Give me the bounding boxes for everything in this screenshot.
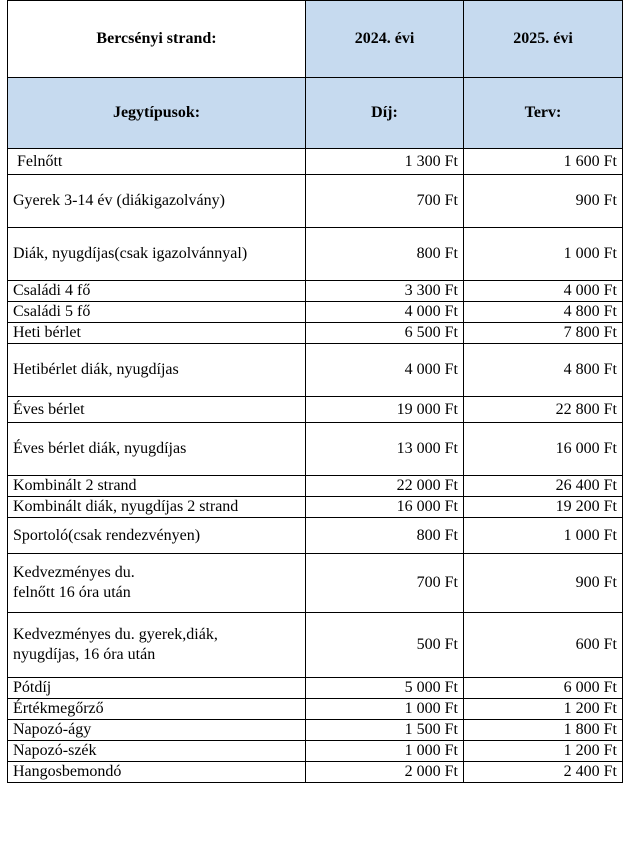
plan-2025-cell: 7 800 Ft	[464, 323, 623, 344]
ticket-label-multiline	[8, 554, 306, 613]
table-row	[8, 323, 623, 344]
plan-2025-cell: 2 400 Ft	[464, 762, 623, 783]
fee-2024-cell: 19 000 Ft	[306, 397, 464, 423]
ticket-label-multiline	[8, 613, 306, 678]
fee-2024-cell: 1 500 Ft	[306, 720, 464, 741]
table-row	[8, 149, 623, 175]
table-row	[8, 741, 623, 762]
table-row	[8, 476, 623, 497]
table-row	[8, 228, 623, 281]
ticket-label-line2: felnőtt 16 óra után	[13, 584, 131, 601]
fee-2024-cell: 800 Ft	[306, 518, 464, 554]
plan-2025-cell: 6 000 Ft	[464, 678, 623, 699]
fee-2024-cell: 13 000 Ft	[306, 423, 464, 476]
year-2024-heading: 2024. évi	[306, 1, 464, 78]
table-row	[8, 762, 623, 783]
fee-2024-cell: 4 000 Ft	[306, 344, 464, 397]
fee-2024-cell: 5 000 Ft	[306, 678, 464, 699]
table-row	[8, 518, 623, 554]
plan-2025-cell: 900 Ft	[464, 175, 623, 228]
fee-2024-cell: 4 000 Ft	[306, 302, 464, 323]
table-row	[8, 678, 623, 699]
fee-2024-cell: 22 000 Ft	[306, 476, 464, 497]
fee-heading: Díj:	[306, 78, 464, 149]
plan-2025-cell: 1 600 Ft	[464, 149, 623, 175]
plan-2025-cell: 4 000 Ft	[464, 281, 623, 302]
plan-2025-cell: 16 000 Ft	[464, 423, 623, 476]
table-row	[8, 720, 623, 741]
plan-2025-cell: 22 800 Ft	[464, 397, 623, 423]
table-row	[8, 302, 623, 323]
ticket-label: Pótdíj	[8, 678, 306, 699]
ticket-label-line1: Kedvezményes du.	[13, 564, 135, 581]
ticket-label-line1: Kedvezményes du. gyerek,diák,	[13, 626, 218, 643]
ticket-label: Napozó-ágy	[8, 720, 306, 741]
plan-2025-cell: 600 Ft	[464, 613, 623, 678]
fee-2024-cell: 3 300 Ft	[306, 281, 464, 302]
table-row	[8, 497, 623, 518]
plan-2025-cell: 26 400 Ft	[464, 476, 623, 497]
plan-2025-cell: 1 000 Ft	[464, 228, 623, 281]
table-row	[8, 175, 623, 228]
venue-heading: Bercsényi strand:	[8, 1, 306, 78]
ticket-label: Kombinált 2 strand	[8, 476, 306, 497]
plan-heading: Terv:	[464, 78, 623, 149]
fee-2024-cell: 700 Ft	[306, 554, 464, 613]
ticket-label: Hetibérlet diák, nyugdíjas	[8, 344, 306, 397]
ticket-label: Éves bérlet diák, nyugdíjas	[8, 423, 306, 476]
header-row-years	[8, 1, 623, 78]
ticket-label: Napozó-szék	[8, 741, 306, 762]
ticket-label: Értékmegőrző	[8, 699, 306, 720]
ticket-label: Hangosbemondó	[8, 762, 306, 783]
fee-2024-cell: 700 Ft	[306, 175, 464, 228]
ticket-label: Sportoló(csak rendezvényen)	[8, 518, 306, 554]
fee-2024-cell: 1 000 Ft	[306, 699, 464, 720]
ticket-label: Kombinált diák, nyugdíjas 2 strand	[8, 497, 306, 518]
plan-2025-cell: 4 800 Ft	[464, 344, 623, 397]
fee-2024-cell: 2 000 Ft	[306, 762, 464, 783]
ticket-label: Családi 5 fő	[8, 302, 306, 323]
table-row	[8, 281, 623, 302]
fee-2024-cell: 6 500 Ft	[306, 323, 464, 344]
price-table	[7, 0, 623, 783]
ticket-label: Éves bérlet	[8, 397, 306, 423]
plan-2025-cell: 4 800 Ft	[464, 302, 623, 323]
table-row	[8, 344, 623, 397]
plan-2025-cell: 900 Ft	[464, 554, 623, 613]
fee-2024-cell: 800 Ft	[306, 228, 464, 281]
table-row	[8, 699, 623, 720]
table-row	[8, 554, 623, 613]
fee-2024-cell: 1 300 Ft	[306, 149, 464, 175]
fee-2024-cell: 500 Ft	[306, 613, 464, 678]
ticket-label: Diák, nyugdíjas(csak igazolvánnyal)	[8, 228, 306, 281]
plan-2025-cell: 1 800 Ft	[464, 720, 623, 741]
plan-2025-cell: 19 200 Ft	[464, 497, 623, 518]
plan-2025-cell: 1 000 Ft	[464, 518, 623, 554]
ticket-types-heading: Jegytípusok:	[8, 78, 306, 149]
fee-2024-cell: 16 000 Ft	[306, 497, 464, 518]
fee-2024-cell: 1 000 Ft	[306, 741, 464, 762]
plan-2025-cell: 1 200 Ft	[464, 699, 623, 720]
ticket-label: Heti bérlet	[8, 323, 306, 344]
table-row	[8, 613, 623, 678]
table-row	[8, 397, 623, 423]
header-row-columns	[8, 78, 623, 149]
plan-2025-cell: 1 200 Ft	[464, 741, 623, 762]
ticket-label: Családi 4 fő	[8, 281, 306, 302]
table-row	[8, 423, 623, 476]
ticket-label: Gyerek 3-14 év (diákigazolvány)	[8, 175, 306, 228]
year-2025-heading: 2025. évi	[464, 1, 623, 78]
ticket-label-line2: nyugdíjas, 16 óra után	[13, 646, 156, 663]
ticket-label: Felnőtt	[8, 149, 306, 175]
